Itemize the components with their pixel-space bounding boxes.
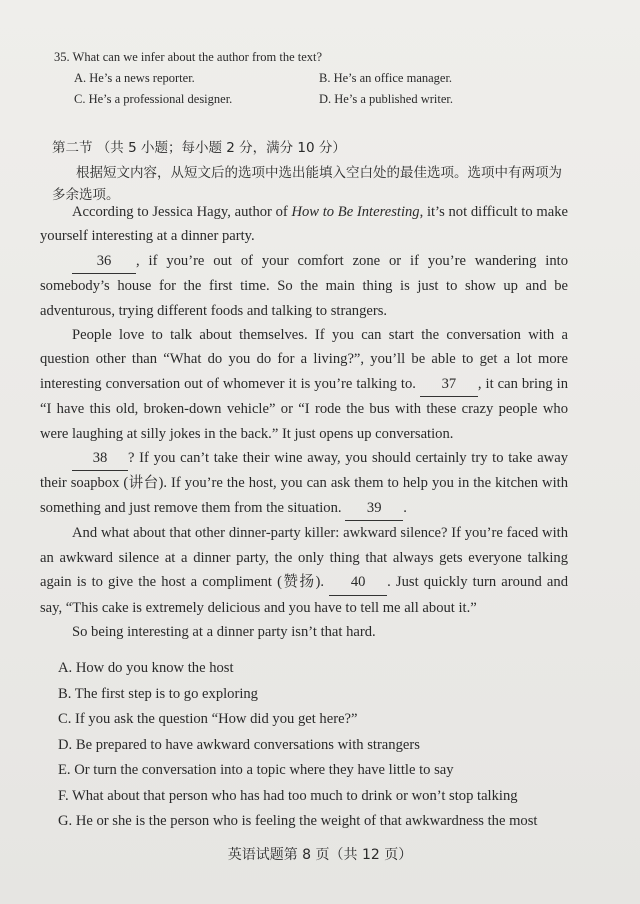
page-footer: 英语试题第 8 页（共 12 页）: [227, 847, 413, 863]
choice-b: B. The first step is to go exploring: [58, 685, 258, 702]
paragraph-1: According to Jessica Hagy, author of How to Be Interesting, it’s not difficult to make yourself interesting at a dinner party.: [40, 204, 568, 245]
blank-39: 39: [345, 496, 403, 521]
choice-c: C. If you ask the question “How did you get here?”: [58, 711, 358, 727]
reading-passage: [40, 200, 568, 644]
blank-37: 37: [420, 372, 478, 397]
paragraph-5: And what about that other dinner-party killer: awkward silence? If you’re faced with an awkward silence at a dinner party, the only thing that always gets everyone talking again is to give the host a compliment (赞扬). 40 . Just quickly turn around and say, “This cake is extremely delicious and you have to tell me all about it.”: [40, 525, 568, 616]
section-two: [52, 136, 572, 206]
option-b: B. He’s an office manager.: [319, 71, 453, 85]
paragraph-4: 38 ? If you can’t take their wine away, you should certainly try to take away their soapbox (讲台). If you’re the host, you can ask them to help you in the kitchen with something and just remove them from the situation. 39 .: [40, 446, 568, 521]
choice-g: G. He or she is the person who is feeling the weight of that awkwardness the most: [58, 813, 538, 829]
option-c: C. He’s a professional designer.: [74, 92, 233, 106]
option-a: A. He’s a news reporter.: [74, 71, 195, 85]
section-instruction: 根据短文内容，从短文后的选项中选出能填入空白处的最佳选项。选项中有两项为多余选项。: [52, 165, 562, 203]
choice-a: A. How do you know the host: [58, 660, 234, 676]
blank-38: 38: [72, 446, 128, 471]
blank-36: 36: [72, 249, 136, 274]
blank-40: 40: [329, 570, 387, 595]
paragraph-3: People love to talk about themselves. If you can start the conversation with a question other than “What do you do for a living?”, you’ll be able to get a lot more interesting conversation out of whomever it is you’re talking to. 37 , it can bring in “I have this old, broken-down vehicle” or “I rode the bus with these crazy people who were laughing at silly jokes in the back.” It just opens up conversation.: [40, 327, 568, 442]
choice-e: E. Or turn the conversation into a topic where they have little to say: [58, 762, 454, 778]
paragraph-2: 36 , if you’re out of your comfort zone or if you’re wandering into somebody’s house for the first time. So the main thing is just to show up and be adventurous, trying different foods and talking to strangers.: [40, 249, 568, 323]
question-35-stem: 35. What can we infer about the author from the text?: [54, 50, 323, 64]
option-d: D. He’s a published writer.: [319, 92, 454, 106]
question-35-options: [54, 71, 594, 107]
paragraph-6: So being interesting at a dinner party isn’t that hard.: [72, 623, 376, 640]
answer-choices: [58, 656, 578, 835]
book-title: How to Be Interesting: [291, 204, 420, 220]
section-heading: 第二节 （共 5 小题；每小题 2 分，满分 10 分）: [52, 140, 346, 156]
choice-f: F. What about that person who has had too much to drink or won’t stop talking: [58, 787, 518, 804]
choice-d: D. Be prepared to have awkward conversations with strangers: [58, 736, 420, 753]
question-35: [54, 50, 594, 107]
